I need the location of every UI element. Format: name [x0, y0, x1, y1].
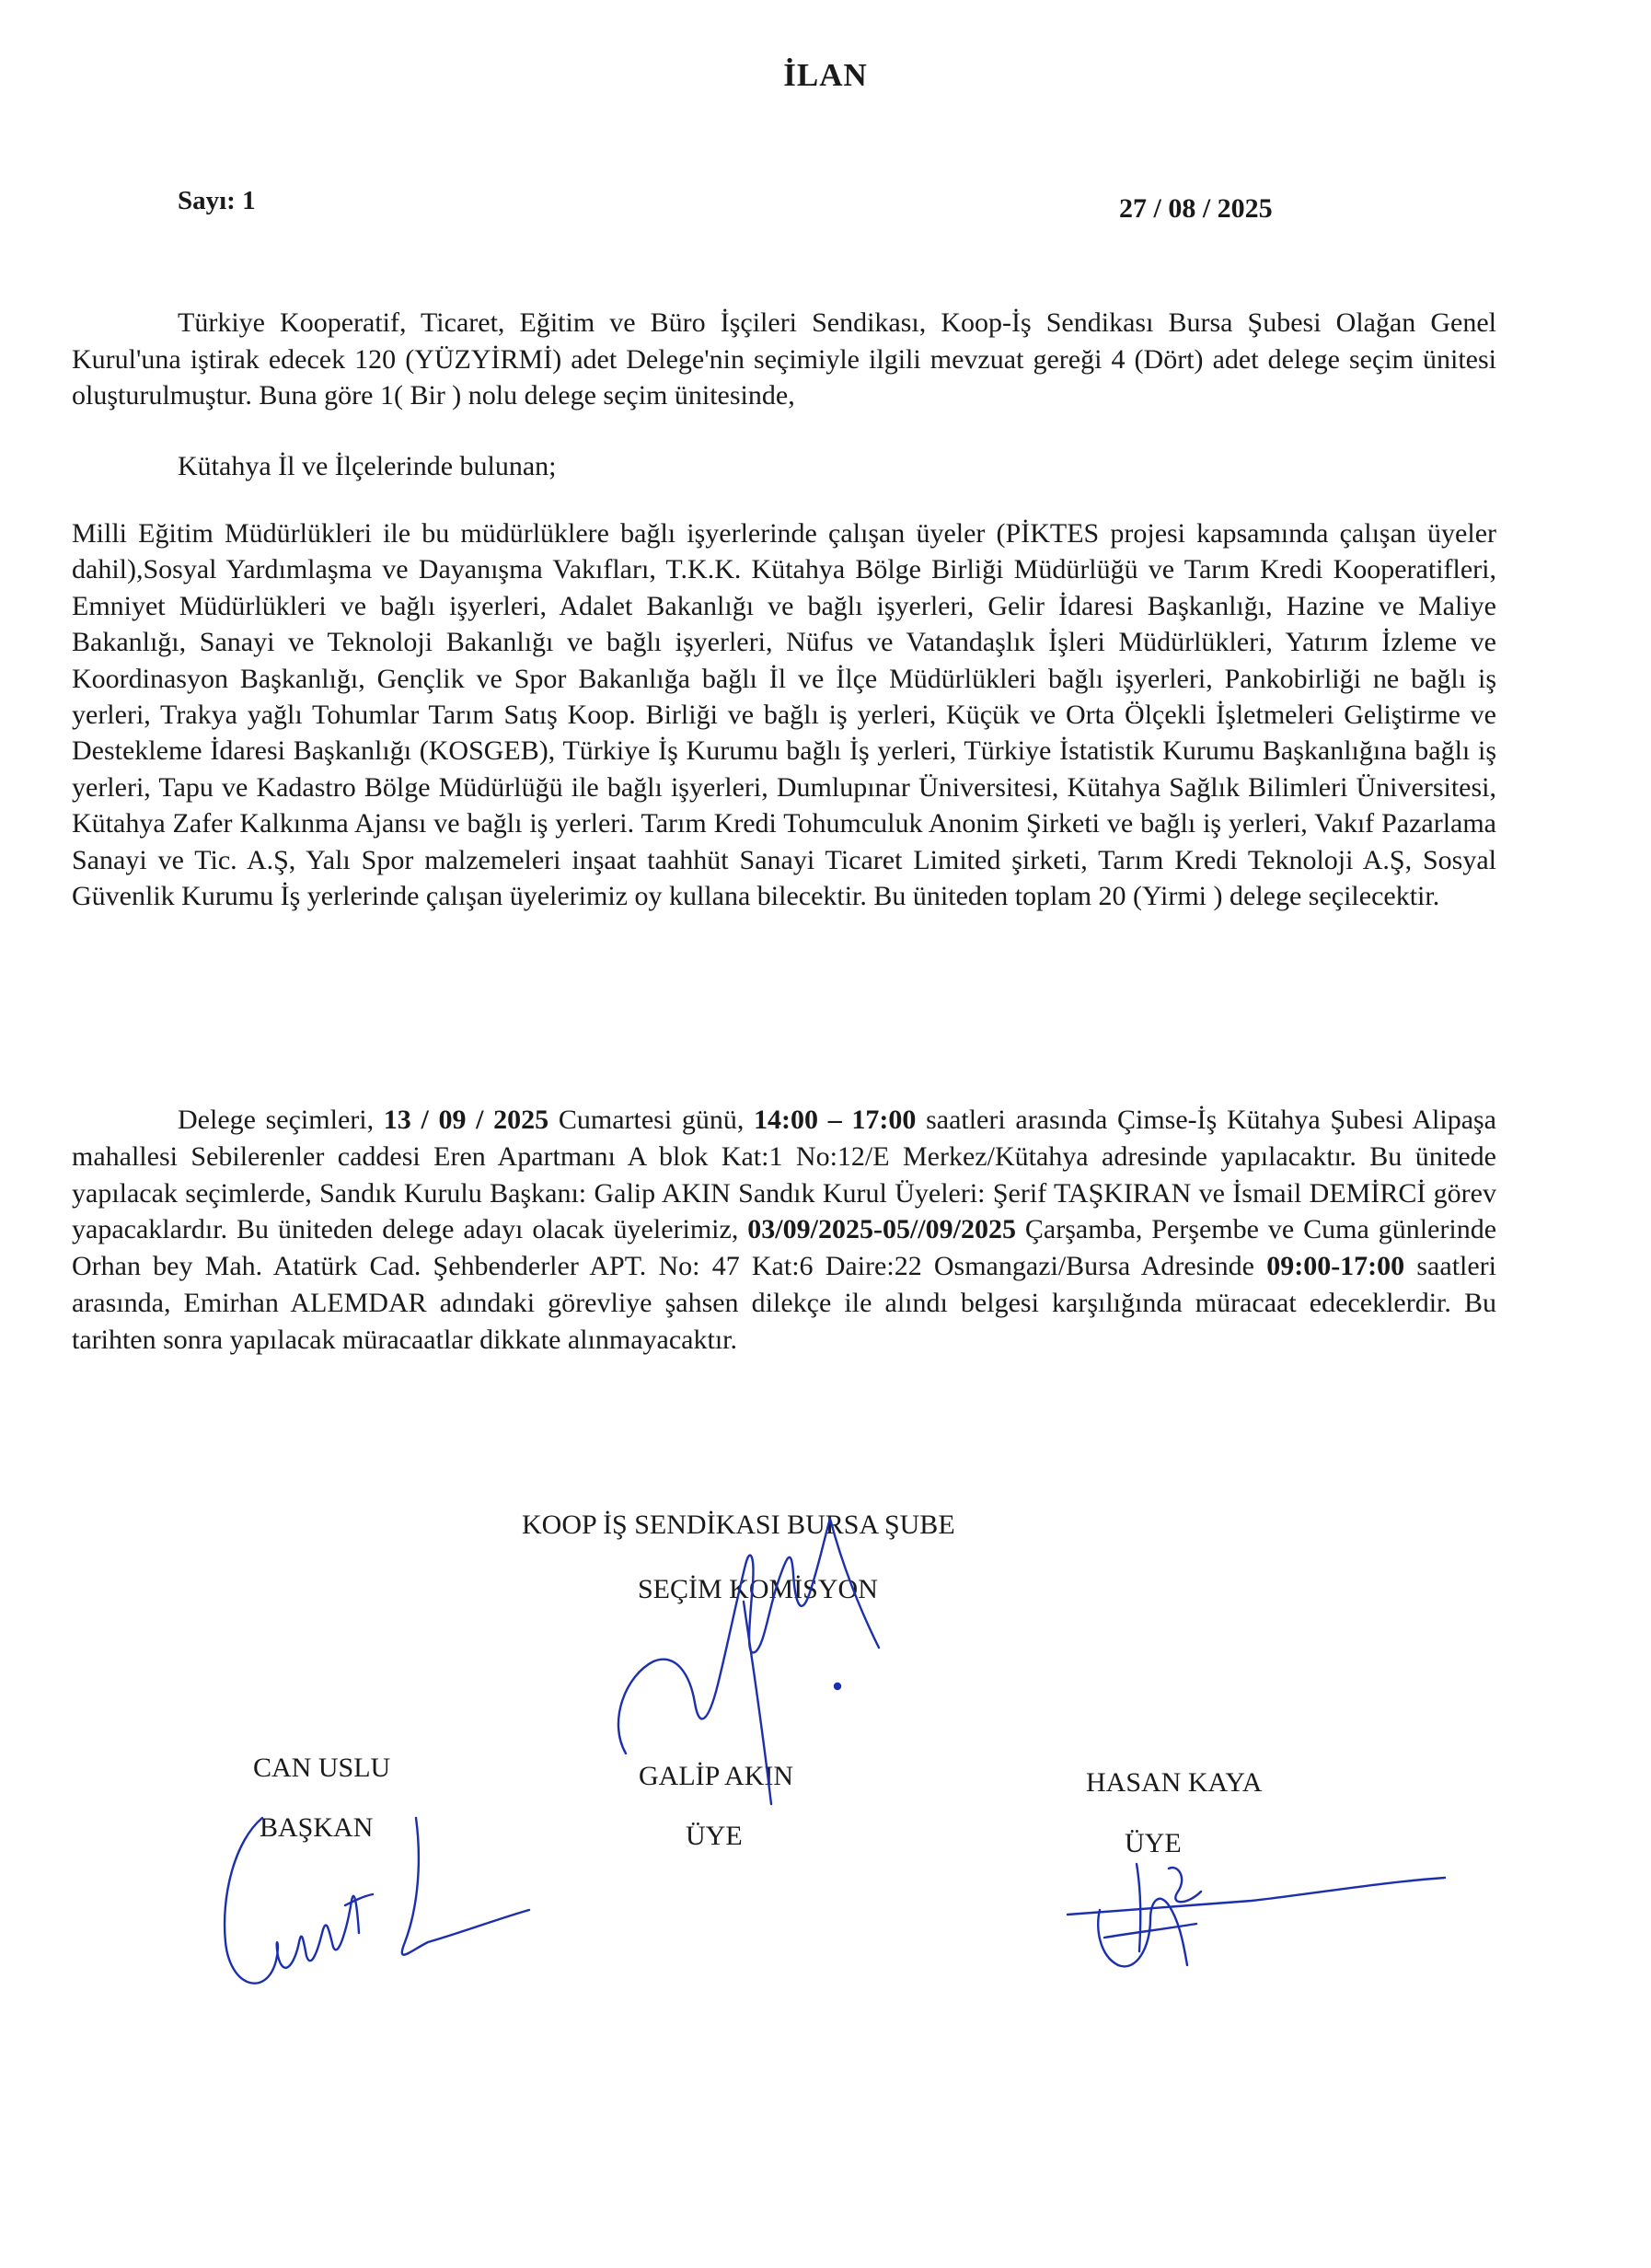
application-hours: 09:00-17:00 — [1266, 1251, 1405, 1282]
member-role: ÜYE — [1125, 1828, 1182, 1858]
commission-name: SEÇİM KOMİSYON — [638, 1574, 878, 1604]
election-hours: 14:00 – 17:00 — [754, 1105, 917, 1135]
member-role: BAŞKAN — [260, 1812, 374, 1843]
member-name: CAN USLU — [253, 1753, 391, 1783]
election-date: 13 / 09 / 2025 — [383, 1105, 549, 1135]
member-name: HASAN KAYA — [1086, 1767, 1263, 1798]
member-role: ÜYE — [686, 1821, 743, 1851]
election-text: Çarşamba, Perşembe ve Cuma günlerinde Orhan bey Mah. Atatürk Cad. Şehbenderler APT. No: 47 Kat:6 Daire:22 Osmangazi/Bursa Adresinde — [72, 1214, 1497, 1282]
organization-name: KOOP İŞ SENDİKASI BURSA ŞUBE — [522, 1510, 955, 1540]
election-text: Delege seçimleri, — [178, 1105, 384, 1135]
signature-galip-akin — [589, 1491, 939, 1859]
application-dates: 03/09/2025-05//09/2025 — [747, 1214, 1016, 1245]
workplaces-paragraph: Milli Eğitim Müdürlükleri ile bu müdürlüklere bağlı işyerlerinde çalışan üyeler (PİKTES projesi kapsamında çalışan üyeler dahil),Sosyal Yardımlaşma ve Dayanışma Vakıfları, T.K.K. Kütahya Bölge Birliği Müdürlüğü ve Tarım Kredi Kooperatifleri, Emniyet Müdürlükleri ve bağlı işyerleri, Adalet Bakanlığı ve bağlı işyerleri, Gelir İdaresi Başkanlığı, Hazine ve Maliye Bakanlığı, Sanayi ve Teknoloji Bakanlığı ve bağlı işyerleri, Nüfus ve Vatandaşlık İşleri Müdürlükleri, Yatırım İzleme ve Koordinasyon Başkanlığı, Gençlik ve Spor Bakanlığa bağlı İl ve İlçe Müdürlükleri bağlı işyerleri, Pankobirliği ne bağlı iş yerleri, Trakya yağlı Tohumlar Tarım Satış Koop. Birliği ve bağlı iş yerleri, Küçük ve Orta Ölçekli İşletmeleri Geliştirme ve Destekleme İdaresi Başkanlığı (KOSGEB), Türkiye İş Kurumu bağlı İş yerleri, Türkiye İstatistik Kurumu Başkanlığına bağlı iş yerleri, Tapu ve Kadastro Bölge Müdürlüğü ile bağlı işyerleri, Dumlupınar Üniversitesi, Kütahya Sağlık Bilimleri Üniversitesi, Kütahya Zafer Kalkınma Ajansı ve bağlı iş yerleri. Tarım Kredi Tohumculuk Anonim Şirketi ve bağlı iş yerleri, Vakıf Pazarlama Sanayi ve Tic. A.Ş, Yalı Spor malzemeleri inşaat taahhüt Sanayi Ticaret Limited şirketi, Tarım Kredi Teknoloji A.Ş, Sosyal Güvenlik Kurumu İş yerlerinde çalışan üyelerimiz oy kullana bilecektir. Bu üniteden toplam 20 (Yirmi ) delege seçilecektir. — [72, 518, 1496, 912]
election-text: saatleri arasında Çimse-İş Kütahya Şubesi Alipaşa mahallesi Sebilerenler caddesi Eren Apartmanı A blok Kat:1 No:12/E Merkez/Kütahya adresinde yapılacaktır. Bu ünitede yapılacak seçimlerde, Sandık Kurulu Başkanı: Galip AKIN Sandık Kurul Üyeleri: Şerif TAŞKIRAN ve İsmail DEMİRCİ görev yapacaklardır. Bu üniteden delege adayı olacak üyelerimiz, — [72, 1105, 1497, 1245]
election-details-paragraph — [72, 1102, 1496, 1359]
document-date: 27 / 08 / 2025 — [1119, 193, 1273, 224]
member-name: GALİP AKIN — [639, 1761, 794, 1791]
document-number: Sayı: 1 — [178, 186, 256, 215]
document-title: İLAN — [783, 57, 868, 93]
election-text: Cumartesi günü, — [548, 1105, 755, 1135]
signature-can-uslu — [212, 1804, 543, 2025]
election-text: saatleri arasında, Emirhan ALEMDAR adındaki görevliye şahsen dilekçe ile alındı belgesi karşılığında müracaat edeceklerdir. Bu tarihten sonra yapılacak müracaatlar dikkate alınmayacaktır. — [72, 1251, 1496, 1355]
signature-hasan-kaya — [1049, 1827, 1454, 2011]
region-line: Kütahya İl ve İlçelerinde bulunan; — [178, 451, 557, 481]
intro-paragraph: Türkiye Kooperatif, Ticaret, Eğitim ve Büro İşçileri Sendikası, Koop-İş Sendikası Bursa Şubesi Olağan Genel Kurul'una iştirak edecek 120 (YÜZYİRMİ) adet Delege'nin seçimiyle ilgili mevzuat gereği 4 (Dört) adet delege seçim ünitesi oluşturulmuştur. Buna göre 1( Bir ) nolu delege seçim ünitesinde, — [72, 307, 1496, 411]
